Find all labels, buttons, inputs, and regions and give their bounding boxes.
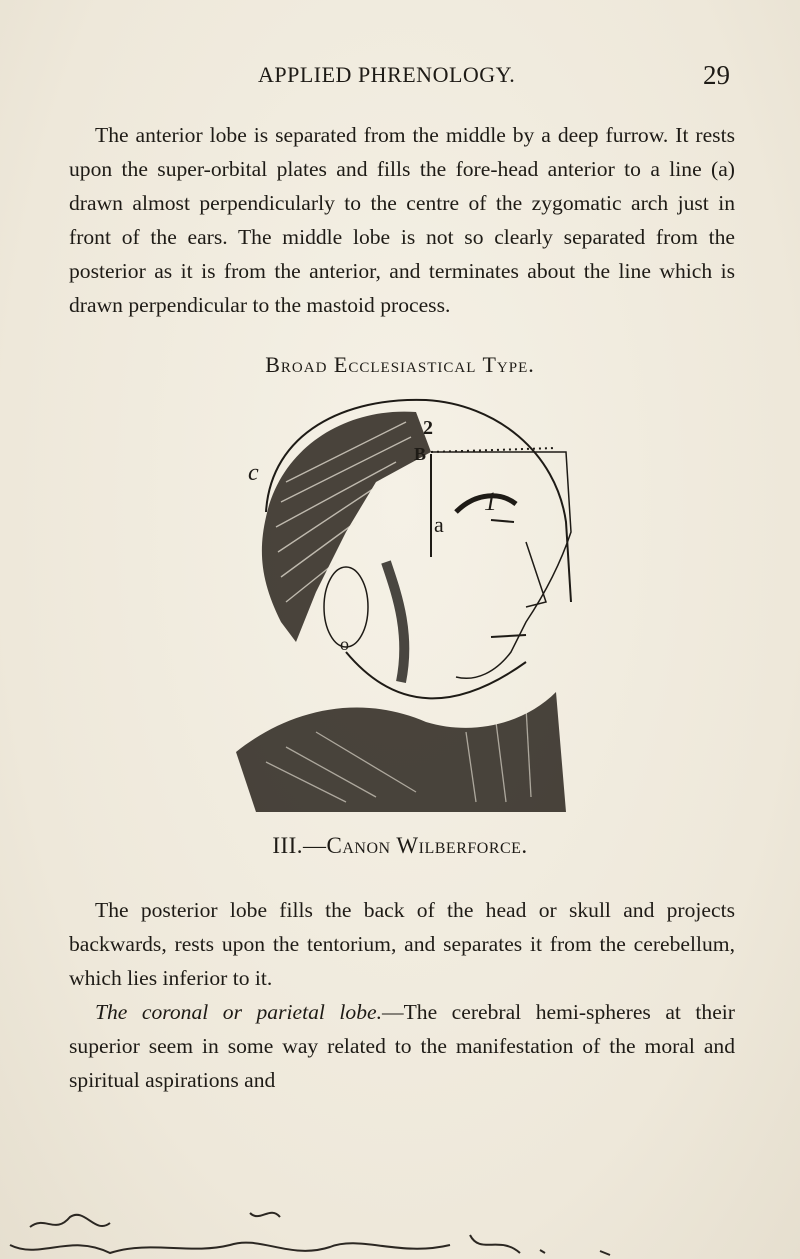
figure-label-o: o	[340, 634, 349, 654]
figure-label-1: 1	[484, 487, 497, 516]
hair	[262, 412, 431, 642]
handwritten-scribble	[0, 1205, 800, 1259]
paragraph-posterior-lobe: The posterior lobe fills the back of the head or skull and projects backwards, rests upon the tentorium, and separates it from the cerebellum, which lies inferior to it.	[69, 898, 735, 990]
coronal-lobe-text: —The cerebral hemi-spheres at their superior seem in some way related to the manifestation of the moral and spiritual aspirations and	[69, 1000, 736, 1092]
clerical-collar	[236, 692, 566, 812]
figure-label-c: c	[248, 460, 259, 486]
figure-label-a: a	[434, 512, 444, 537]
coronal-lobe-heading: The coronal or parietal lobe.	[95, 1000, 382, 1024]
running-head: APPLIED PHRENOLOGY.	[258, 62, 516, 87]
figure-label-B: B	[414, 444, 427, 464]
paragraph-coronal-lobe	[69, 995, 735, 1097]
eye	[491, 520, 514, 522]
figure-caption: III.—Canon Wilberforce.	[272, 833, 528, 858]
page-number: 29	[703, 60, 730, 90]
section-heading: Broad Ecclesiastical Type.	[265, 352, 535, 377]
face-contour	[431, 452, 571, 678]
figure-label-2: 2	[423, 417, 433, 439]
text-block-lower	[69, 893, 735, 1097]
portrait-engraving	[226, 392, 576, 812]
paragraph-anterior-lobe: The anterior lobe is separated from the middle by a deep furrow. It rests upon the super-orbital plates and fills the fore-head anterior to a line (a) drawn almost perpendicularly to the centre of the zygomatic arch just in front of the ears. The middle lobe is not so clearly separated from the posterior as it is from the anterior, and terminates about the line which is drawn perpendicular to the mastoid process.	[69, 123, 735, 317]
nose	[526, 542, 546, 607]
mouth	[491, 635, 526, 637]
